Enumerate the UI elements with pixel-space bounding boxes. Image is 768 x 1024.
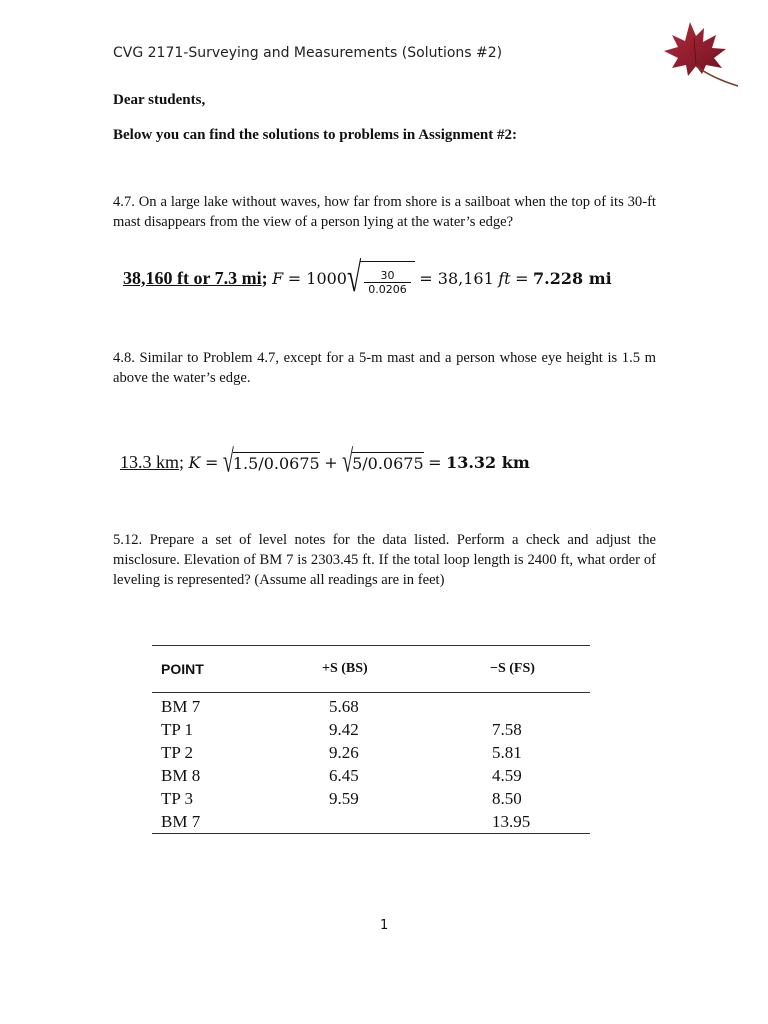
document-header-title: CVG 2171-Surveying and Measurements (Solutions #2): [113, 45, 503, 61]
formula-lhs: K: [188, 452, 201, 472]
cell-backsight: 5.68: [329, 696, 359, 716]
plus-sign: +: [324, 452, 338, 472]
cell-backsight: 9.59: [329, 788, 359, 808]
column-header-backsight: +S (BS): [317, 646, 468, 693]
radicand-2: 5/0.0675: [352, 453, 424, 473]
cell-foresight: [468, 693, 590, 719]
intro-text: Below you can find the solutions to problems in Assignment #2:: [113, 127, 517, 143]
table-header-row: [152, 646, 590, 693]
result-mi: 7.228 mi: [533, 268, 612, 288]
sqrt-icon: √: [342, 444, 354, 480]
fraction-numerator: 30: [380, 268, 395, 282]
table-row: [152, 693, 590, 719]
equals-sign: =: [428, 452, 442, 472]
maple-leaf-icon: [650, 18, 742, 90]
table-row: [152, 741, 590, 764]
level-notes-table: [152, 645, 590, 834]
cell-foresight: 8.50: [492, 788, 522, 808]
result-ft: = 38,161: [419, 268, 494, 288]
fraction: [364, 269, 411, 296]
cell-point: TP 2: [161, 742, 193, 762]
problem-4-8-solution: [120, 446, 530, 478]
greeting: Dear students,: [113, 92, 206, 108]
equals-sign: =: [204, 452, 219, 472]
equals-sign: =: [515, 268, 529, 288]
problem-4-7-solution: [123, 253, 612, 303]
table-row: [152, 764, 590, 787]
sqrt-icon: √: [222, 444, 234, 480]
column-header-foresight: −S (FS): [468, 646, 590, 693]
problem-4-8-answer: 13.3 km: [120, 451, 180, 472]
cell-point: BM 7: [161, 696, 201, 716]
formula-lhs: F: [272, 268, 284, 288]
table-row: [152, 787, 590, 810]
problem-4-7-text: 4.7. On a large lake without waves, how far from shore is a sailboat when the top of its 30-ft mast disappears from the view of a person lying at the water’s edge?: [113, 194, 656, 230]
problem-4-7-answer: 38,160 ft or 7.3 mi: [123, 267, 262, 288]
cell-point: BM 7: [152, 810, 317, 834]
cell-backsight: 9.26: [329, 742, 359, 762]
cell-foresight: 13.95: [468, 810, 590, 834]
cell-foresight: 7.58: [492, 719, 522, 739]
formula-coefficient: = 1000: [287, 268, 347, 288]
cell-foresight: 4.59: [492, 765, 522, 785]
separator: ;: [261, 267, 268, 288]
column-header-point: POINT: [152, 646, 317, 693]
sqrt-expression: [222, 444, 320, 480]
result-km: 13.32 km: [446, 452, 530, 472]
table-row: [152, 810, 590, 834]
problem-4-8-text: 4.8. Similar to Problem 4.7, except for a 5-m mast and a person whose eye height is 1.5 m above the water’s edge.: [113, 350, 656, 386]
table-row: [152, 718, 590, 741]
sqrt-expression: [342, 444, 424, 480]
cell-backsight: [317, 810, 468, 834]
ft-unit: ft: [498, 268, 511, 288]
cell-backsight: 9.42: [329, 719, 359, 739]
page-number: 1: [380, 918, 389, 933]
radicand-1: 1.5/0.0675: [232, 453, 320, 473]
cell-point: BM 8: [161, 765, 201, 785]
fraction-denominator: 0.0206: [364, 282, 411, 296]
problem-5-12-text: 5.12. Prepare a set of level notes for the data listed. Perform a check and adjust the misclosure. Elevation of BM 7 is 2303.45 ft. If the total loop length is 2400 ft, what order of leveling is represented? (Assume all readings are in feet): [113, 532, 656, 588]
sqrt-expression: [346, 254, 415, 301]
separator: ;: [179, 451, 185, 472]
cell-backsight: 6.45: [329, 765, 359, 785]
sqrt-icon: √: [346, 254, 362, 301]
cell-point: TP 3: [161, 788, 193, 808]
cell-point: TP 1: [161, 719, 193, 739]
cell-foresight: 5.81: [492, 742, 522, 762]
